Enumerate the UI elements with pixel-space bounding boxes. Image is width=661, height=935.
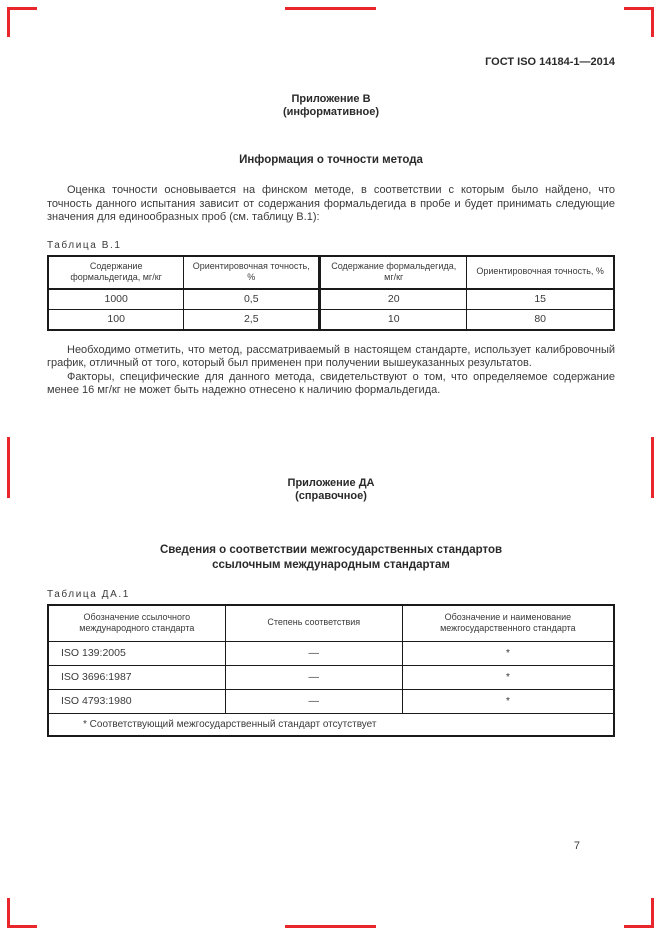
table-da1-cell: — — [225, 689, 402, 713]
table-da1-footnote-row — [48, 713, 614, 736]
table-b1-header-cell: Содержание формальдегида, мг/кг — [48, 256, 184, 289]
red-crop-mark-left-middle — [7, 437, 10, 498]
red-crop-mark-bottom-right-v — [651, 898, 654, 928]
table-da1-cell: — — [225, 665, 402, 689]
annex-b-subtitle: (информативное) — [282, 106, 379, 118]
page-number: 7 — [573, 840, 580, 852]
table-b1-header-cell: Ориентировочная точность, % — [184, 256, 320, 289]
table-b1 — [47, 255, 615, 331]
table-da1-label: Таблица ДА.1 — [47, 588, 130, 600]
red-crop-mark-right-middle — [651, 437, 654, 498]
table-da1-cell: * — [402, 689, 614, 713]
table-da1-header-cell: Обозначение ссылочного международного стандарта — [48, 605, 225, 642]
red-crop-mark-bottom-left-v — [7, 898, 10, 928]
annex-da-heading-line2: ссылочным международным стандартам — [212, 558, 450, 571]
annex-da-title: Приложение ДА — [287, 476, 375, 489]
table-da1-cell: — — [225, 641, 402, 665]
table-b1-cell: 1000 — [48, 289, 184, 310]
table-b1-cell: 15 — [467, 289, 614, 310]
red-crop-mark-top-left-h — [7, 7, 37, 10]
table-b1-cell: 80 — [467, 309, 614, 330]
red-crop-mark-top-left-v — [7, 7, 10, 37]
red-crop-mark-bottom-left-h — [7, 925, 37, 928]
table-b1-cell: 100 — [48, 309, 184, 330]
table-da1 — [47, 604, 615, 737]
table-da1-cell: ISO 139:2005 — [48, 641, 225, 665]
table-b1-cell: 2,5 — [184, 309, 320, 330]
table-da1-row — [48, 641, 614, 665]
table-da1-header-cell: Обозначение и наименование межгосударственного стандарта — [402, 605, 614, 642]
annex-da-subtitle: (справочное) — [295, 489, 367, 502]
annex-b-paragraph-2: Необходимо отметить, что метод, рассматриваемый в настоящем стандарте, использует калибровочный график, отличный от того, который был применен при получении вышеуказанных результатов. — [47, 343, 615, 369]
annex-da-heading — [47, 543, 615, 573]
table-b1-cell: 20 — [320, 289, 467, 310]
annex-b-heading: Информация о точности метода — [239, 154, 423, 166]
table-da1-cell: * — [402, 665, 614, 689]
table-b1-header-row — [48, 256, 614, 289]
table-b1-cell: 10 — [320, 309, 467, 330]
table-b1-row — [48, 309, 614, 330]
table-da1-row — [48, 689, 614, 713]
annex-da-heading-line1: Сведения о соответствии межгосударственных стандартов — [159, 543, 503, 556]
table-da1-cell: * — [402, 641, 614, 665]
table-da1-cell: ISO 4793:1980 — [48, 689, 225, 713]
red-crop-mark-top-right-h — [624, 7, 654, 10]
annex-b-paragraph-3: Факторы, специфические для данного метода, свидетельствуют о том, что определяемое содержание менее 16 мг/кг не может быть надежно отнесено к наличию формальдегида. — [47, 370, 615, 396]
annex-b-paragraph-1: Оценка точности основывается на финском методе, в соответствии с которым было найдено, что точность данного испытания зависит от содержания формальдегида в пробе и будет принимать следующие значения для единообразных проб (см. таблицу В.1): — [47, 184, 615, 223]
table-da1-header-row — [48, 605, 614, 642]
table-da1-header-cell: Степень соответствия — [225, 605, 402, 642]
table-da1-cell: ISO 3696:1987 — [48, 665, 225, 689]
doc-code-header: ГОСТ ISO 14184-1—2014 — [485, 56, 615, 68]
red-crop-mark-bottom-right-h — [624, 925, 654, 928]
table-b1-header-cell: Содержание формальдегида, мг/кг — [320, 256, 467, 289]
table-b1-cell: 0,5 — [184, 289, 320, 310]
document-page — [47, 0, 615, 737]
table-b1-row — [48, 289, 614, 310]
red-crop-mark-top-right-v — [651, 7, 654, 37]
table-b1-label: Таблица В.1 — [47, 239, 122, 251]
table-da1-footnote: * Соответствующий межгосударственный стандарт отсутствует — [48, 713, 614, 736]
table-b1-header-cell: Ориентировочная точность, % — [467, 256, 614, 289]
annex-b-title: Приложение В — [291, 93, 371, 105]
table-da1-row — [48, 665, 614, 689]
red-crop-mark-bottom-center — [285, 925, 376, 928]
